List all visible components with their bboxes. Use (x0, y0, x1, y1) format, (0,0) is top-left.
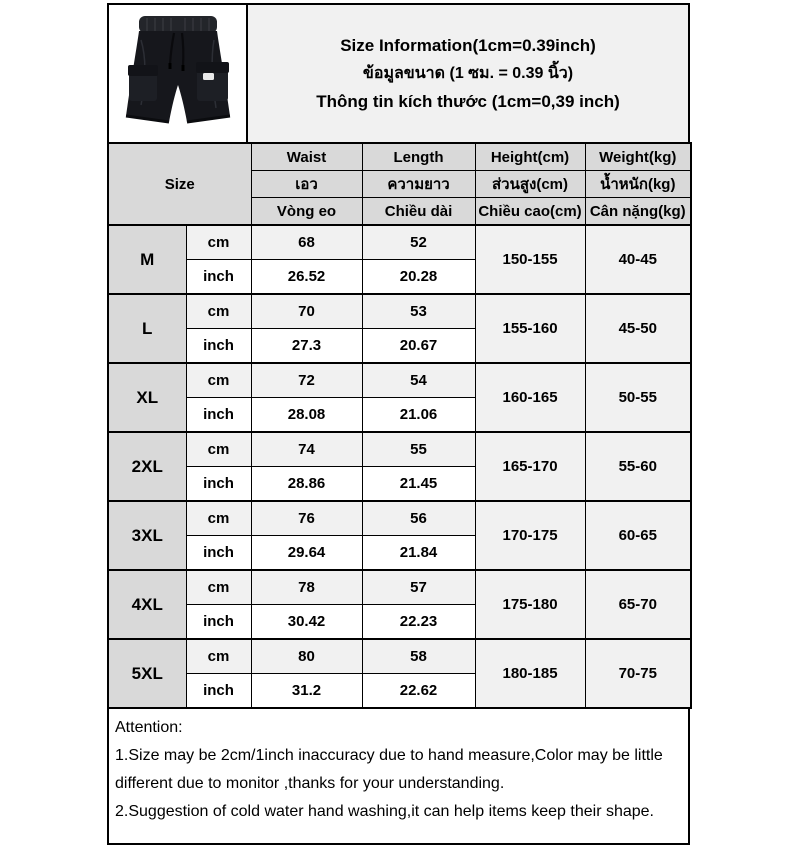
unit-inch-label: inch (186, 398, 251, 433)
height-header-th: ส่วนสูง(cm) (475, 171, 585, 198)
height-range-value: 175-180 (475, 570, 585, 639)
length-header-th: ความยาว (362, 171, 475, 198)
right-cargo-pocket (196, 62, 229, 101)
weight-range-value: 50-55 (585, 363, 691, 432)
leg-hems (126, 116, 230, 122)
size-cell: 3XL (108, 501, 186, 570)
title-vietnamese: Thông tin kích thước (1cm=0,39 inch) (316, 91, 620, 111)
waist-header-en: Waist (251, 143, 362, 171)
unit-inch-label: inch (186, 605, 251, 640)
waist-inch-value: 30.42 (251, 605, 362, 640)
size-cell: L (108, 294, 186, 363)
length-cm-value: 53 (362, 294, 475, 329)
waist-cm-value: 78 (251, 570, 362, 605)
length-inch-value: 20.28 (362, 260, 475, 295)
row-L-cm (108, 294, 691, 329)
length-cm-value: 54 (362, 363, 475, 398)
height-range-value: 165-170 (475, 432, 585, 501)
waist-cm-value: 68 (251, 225, 362, 260)
waist-inch-value: 31.2 (251, 674, 362, 709)
waist-cm-value: 76 (251, 501, 362, 536)
length-inch-value: 21.06 (362, 398, 475, 433)
length-cm-value: 58 (362, 639, 475, 674)
unit-cm-label: cm (186, 294, 251, 329)
size-cell: 2XL (108, 432, 186, 501)
unit-inch-label: inch (186, 329, 251, 364)
length-inch-value: 20.67 (362, 329, 475, 364)
length-cm-value: 57 (362, 570, 475, 605)
length-inch-value: 21.84 (362, 536, 475, 571)
size-cell: 5XL (108, 639, 186, 708)
black-cargo-shorts-image (117, 10, 239, 138)
size-chart-sheet (107, 3, 690, 845)
shorts-waistband (139, 16, 217, 33)
weight-range-value: 45-50 (585, 294, 691, 363)
length-cm-value: 55 (362, 432, 475, 467)
length-header-vi: Chiều dài (362, 198, 475, 226)
size-table (107, 142, 692, 709)
attention-title: Attention: (115, 719, 183, 736)
unit-inch-label: inch (186, 536, 251, 571)
size-cell: 4XL (108, 570, 186, 639)
unit-cm-label: cm (186, 363, 251, 398)
unit-inch-label: inch (186, 467, 251, 502)
unit-inch-label: inch (186, 260, 251, 295)
height-range-value: 170-175 (475, 501, 585, 570)
height-header-en: Height(cm) (475, 143, 585, 171)
waist-cm-value: 74 (251, 432, 362, 467)
weight-range-value: 65-70 (585, 570, 691, 639)
header-row-en (108, 143, 691, 171)
row-XL-cm (108, 363, 691, 398)
attention-note-1: 1.Size may be 2cm/1inch inaccuracy due to hand measure,Color may be little different due to monitor ,thanks for your understanding. (115, 747, 663, 792)
unit-cm-label: cm (186, 570, 251, 605)
weight-range-value: 70-75 (585, 639, 691, 708)
size-cell: M (108, 225, 186, 294)
waist-inch-value: 26.52 (251, 260, 362, 295)
title-thai: ข้อมูลขนาด (1 ซม. = 0.39 นิ้ว) (362, 64, 574, 82)
weight-range-value: 55-60 (585, 432, 691, 501)
title-english: Size Information(1cm=0.39inch) (340, 35, 596, 55)
row-3XL-cm (108, 501, 691, 536)
weight-header-vi: Cân nặng(kg) (585, 198, 691, 226)
length-inch-value: 21.45 (362, 467, 475, 502)
length-inch-value: 22.23 (362, 605, 475, 640)
height-range-value: 155-160 (475, 294, 585, 363)
header-section (107, 3, 690, 144)
height-range-value: 180-185 (475, 639, 585, 708)
product-image-cell (109, 5, 248, 142)
waist-inch-value: 29.64 (251, 536, 362, 571)
height-range-value: 160-165 (475, 363, 585, 432)
attention-section (107, 707, 690, 845)
length-cm-value: 56 (362, 501, 475, 536)
waist-inch-value: 28.86 (251, 467, 362, 502)
waist-header-th: เอว (251, 171, 362, 198)
length-inch-value: 22.62 (362, 674, 475, 709)
waist-inch-value: 28.08 (251, 398, 362, 433)
pocket-label-tag (203, 73, 214, 80)
left-cargo-pocket (128, 65, 158, 101)
height-header-vi: Chiều cao(cm) (475, 198, 585, 226)
title-cell (248, 5, 688, 142)
unit-cm-label: cm (186, 432, 251, 467)
height-range-value: 150-155 (475, 225, 585, 294)
row-M-cm (108, 225, 691, 260)
unit-inch-label: inch (186, 674, 251, 709)
unit-cm-label: cm (186, 225, 251, 260)
length-cm-value: 52 (362, 225, 475, 260)
size-header-cell: Size (108, 143, 251, 225)
attention-note-2: 2.Suggestion of cold water hand washing,it can help items keep their shape. (115, 803, 654, 820)
weight-header-th: น้ำหนัก(kg) (585, 171, 691, 198)
row-2XL-cm (108, 432, 691, 467)
length-header-en: Length (362, 143, 475, 171)
waist-header-vi: Vòng eo (251, 198, 362, 226)
waist-cm-value: 70 (251, 294, 362, 329)
waist-cm-value: 80 (251, 639, 362, 674)
weight-header-en: Weight(kg) (585, 143, 691, 171)
weight-range-value: 60-65 (585, 501, 691, 570)
unit-cm-label: cm (186, 501, 251, 536)
weight-range-value: 40-45 (585, 225, 691, 294)
row-5XL-cm (108, 639, 691, 674)
waist-cm-value: 72 (251, 363, 362, 398)
row-4XL-cm (108, 570, 691, 605)
size-cell: XL (108, 363, 186, 432)
unit-cm-label: cm (186, 639, 251, 674)
waist-inch-value: 27.3 (251, 329, 362, 364)
